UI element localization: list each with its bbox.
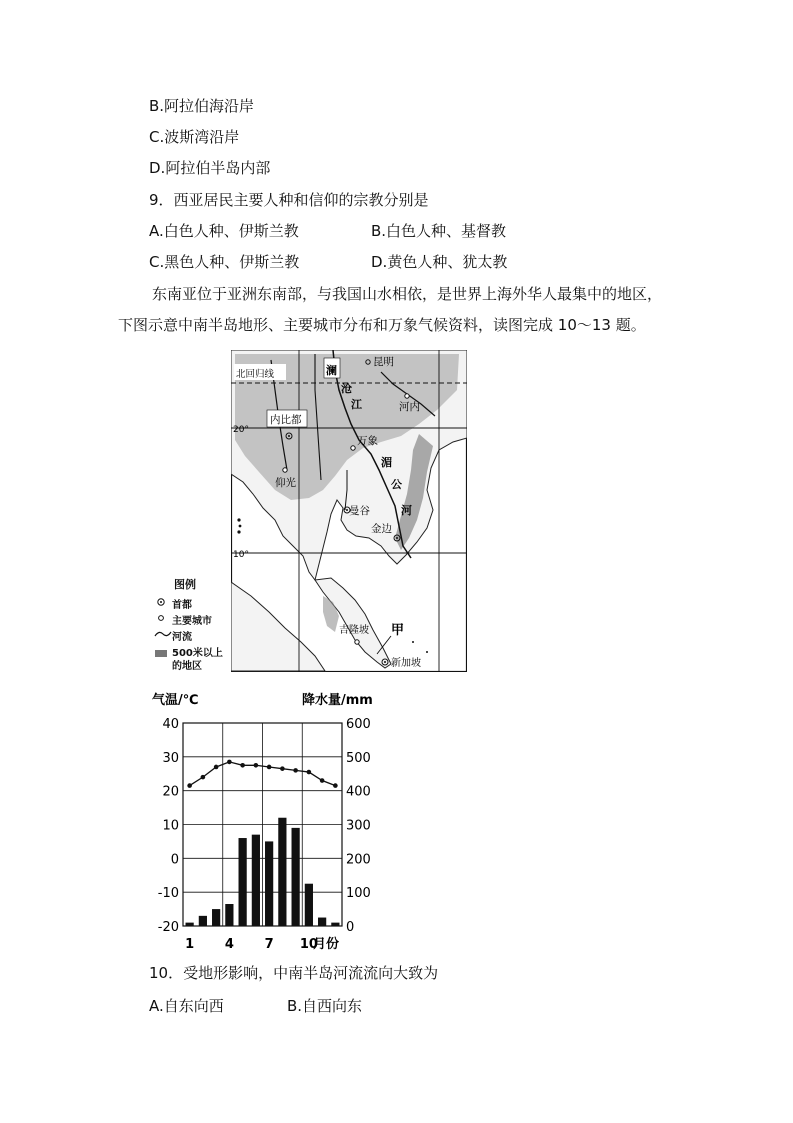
phnompenh-capital-inner — [396, 537, 398, 539]
temp-tick-label: 10 — [162, 818, 179, 834]
precip-tick-label: 200 — [346, 852, 371, 868]
map-label-vientiane: 万象 — [357, 435, 378, 447]
precip-tick-label: 0 — [346, 920, 355, 935]
q9-option-a: A.白色人种、伊斯兰教 — [149, 222, 299, 240]
q9-option-b: B.白色人种、基督教 — [371, 222, 507, 240]
chart-ticks — [158, 717, 371, 952]
temp-point — [254, 763, 259, 768]
naypyidaw-capital-inner — [288, 435, 290, 437]
map-legend — [154, 576, 234, 672]
map-label-lan: 澜 — [326, 364, 337, 377]
precip-bar — [252, 835, 260, 926]
precip-bar — [212, 909, 220, 926]
temp-point — [280, 766, 285, 771]
map-label-kunming: 昆明 — [373, 356, 394, 368]
islet-andaman-2 — [239, 525, 242, 528]
legend-capital-label: 首都 — [172, 600, 192, 611]
legend-river-icon — [154, 628, 172, 640]
legend-highland-icon — [154, 648, 170, 660]
temp-point — [201, 775, 206, 780]
map-label-yangon: 仰光 — [275, 477, 296, 489]
q8-option-b: B.阿拉伯海沿岸 — [149, 97, 255, 115]
climate-chart — [150, 688, 390, 954]
temp-point — [240, 763, 245, 768]
precip-bar — [318, 918, 326, 926]
temp-tick-label: 0 — [170, 852, 179, 868]
chart-precip-label: 降水量/mm — [302, 693, 373, 708]
temp-point — [267, 765, 272, 770]
map-svg — [231, 350, 467, 672]
precip-bar — [199, 916, 207, 926]
singapore-capital-inner — [384, 661, 386, 663]
q10-option-b: B.自西向东 — [287, 997, 363, 1015]
yangon-marker — [283, 468, 287, 472]
precip-bar — [292, 828, 300, 926]
q10-stem: 10．受地形影响，中南半岛河流流向大致为 — [149, 964, 439, 982]
legend-city-label: 主要城市 — [172, 616, 212, 627]
precip-bar — [331, 923, 339, 926]
chart-temp-label: 气温/℃ — [152, 693, 199, 708]
temp-point — [320, 778, 325, 783]
indochina-map — [231, 350, 467, 672]
legend-city-icon — [154, 612, 170, 624]
temp-point — [227, 760, 232, 765]
legend-title: 图例 — [174, 578, 196, 591]
q8-option-c: C.波斯湾沿岸 — [149, 128, 240, 146]
map-label-kl: 吉隆坡 — [339, 625, 369, 636]
precip-bar — [186, 923, 194, 926]
islet-southchina-1 — [412, 641, 414, 643]
temp-tick-label: -20 — [157, 920, 179, 935]
intro-line-1: 东南亚位于亚洲东南部，与我国山水相依，是世界上海外华人最集中的地区， — [152, 285, 663, 303]
map-label-gong: 公 — [391, 478, 402, 491]
map-label-bangkok: 曼谷 — [349, 505, 370, 517]
climate-chart-svg — [150, 688, 390, 954]
precip-bar — [239, 838, 247, 926]
legend-capital-icon — [154, 596, 170, 608]
precip-tick-label: 500 — [346, 750, 371, 766]
map-label-singapore: 新加坡 — [391, 658, 421, 669]
temp-tick-label: 40 — [162, 717, 179, 732]
temp-point — [187, 783, 192, 788]
kl-marker — [355, 640, 359, 644]
q9-option-c: C.黑色人种、伊斯兰教 — [149, 253, 300, 271]
month-tick-label: 1 — [185, 937, 195, 952]
temp-tick-label: 20 — [162, 784, 179, 800]
vientiane-marker — [351, 446, 355, 450]
month-tick-label: 10 — [299, 937, 318, 952]
map-label-lat10: 10° — [233, 550, 249, 560]
month-tick-label: 7 — [264, 937, 274, 952]
precip-tick-label: 600 — [346, 717, 371, 732]
map-label-jia: 甲 — [391, 623, 405, 638]
map-label-lat20: 20° — [233, 425, 249, 435]
map-label-mei: 湄 — [381, 456, 392, 469]
legend-highland-label-2: 的地区 — [172, 661, 202, 672]
precip-tick-label: 400 — [346, 784, 371, 800]
legend-river-label: 河流 — [172, 632, 192, 643]
map-label-cang: 沧 — [341, 382, 352, 395]
chart-grid — [183, 723, 342, 926]
precip-bar — [305, 884, 313, 926]
map-label-jiang: 江 — [351, 398, 362, 411]
q10-option-a: A.自东向西 — [149, 997, 224, 1015]
hanoi-marker — [405, 394, 409, 398]
intro-line-2: 下图示意中南半岛地形、主要城市分布和万象气候资料，读图完成 10～13 题。 — [118, 316, 646, 334]
map-label-hanoi: 河内 — [399, 401, 420, 413]
q9-stem: 9．西亚居民主要人种和信仰的宗教分别是 — [149, 191, 429, 209]
map-label-he: 河 — [401, 504, 412, 517]
precip-bar — [265, 841, 273, 926]
map-label-naypyidaw: 内比都 — [270, 414, 302, 426]
islet-andaman-1 — [237, 518, 240, 521]
precip-bar — [278, 818, 286, 926]
map-label-tropic: 北回归线 — [236, 369, 275, 380]
bangkok-capital-inner — [346, 509, 348, 511]
chart-x-unit: 月份 — [313, 937, 340, 952]
temp-point — [293, 768, 298, 773]
precip-bar — [225, 904, 233, 926]
temp-point — [307, 770, 312, 775]
temp-tick-label: -10 — [157, 886, 179, 902]
temp-tick-label: 30 — [162, 750, 179, 766]
q8-option-d: D.阿拉伯半岛内部 — [149, 159, 271, 177]
map-label-phnompenh: 金边 — [371, 523, 392, 535]
temp-point — [214, 765, 219, 770]
islet-southchina-2 — [426, 651, 428, 653]
precip-tick-label: 100 — [346, 886, 371, 902]
legend-highland-label-1: 500米以上 — [172, 648, 223, 659]
temp-point — [333, 783, 338, 788]
q9-option-d: D.黄色人种、犹太教 — [371, 253, 508, 271]
precip-tick-label: 300 — [346, 818, 371, 834]
islet-andaman-3 — [237, 530, 240, 533]
month-tick-label: 4 — [224, 937, 234, 952]
